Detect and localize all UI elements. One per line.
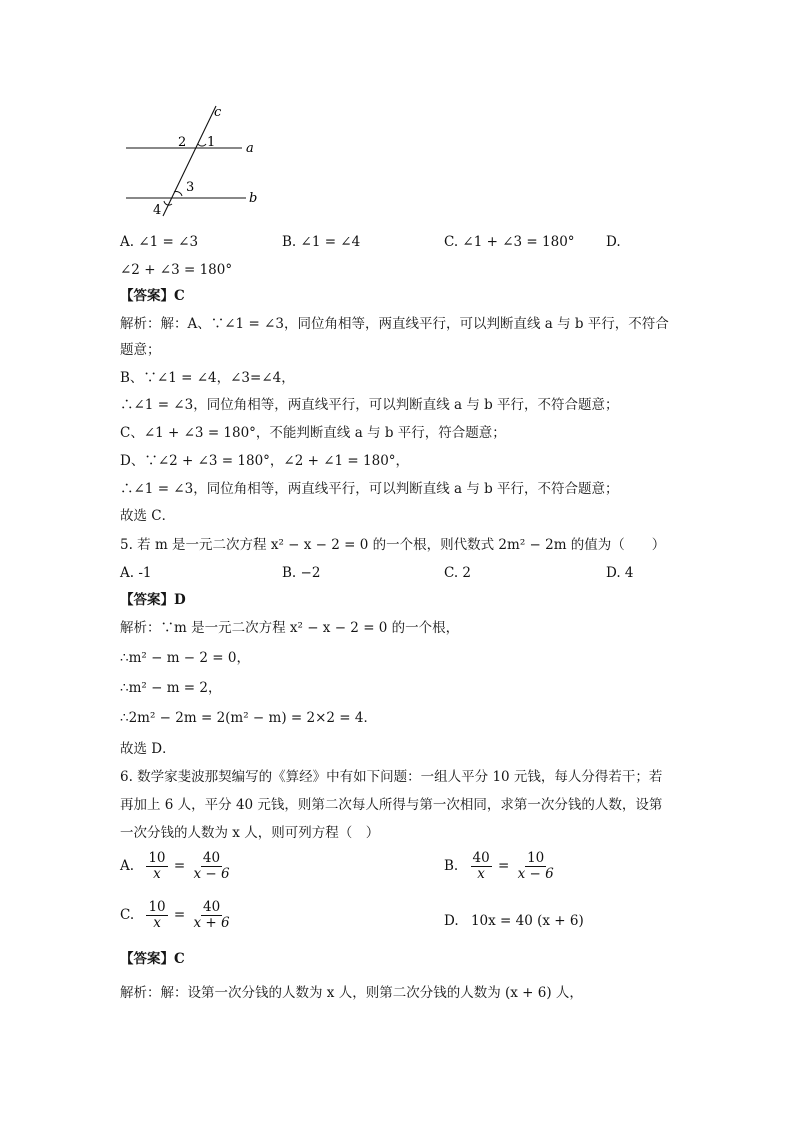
label-angle-4: 4 — [153, 203, 162, 218]
q5-option-b: B. −2 — [282, 565, 321, 581]
q5-line-2: ∴m² − m − 2 = 0， — [120, 650, 250, 666]
q6-option-a-letter: A. — [120, 858, 135, 874]
q6-a-left-den: x — [153, 866, 161, 882]
label-angle-3: 3 — [186, 180, 195, 195]
q4-line-6: D、∵∠2 + ∠3 = 180°，∠2 + ∠1 = 180°， — [120, 453, 410, 469]
q6-option-b-right-fraction — [516, 851, 556, 882]
q6-option-a-right-fraction — [191, 851, 231, 882]
q6-a-right-num: 40 — [202, 850, 221, 866]
q4-option-a: A. ∠1 = ∠3 — [120, 234, 199, 250]
label-a: a — [246, 141, 254, 156]
q6-option-c: C. $\frac{10}{x}$ = $\frac{40}{x + 6}$ — [120, 899, 230, 931]
label-b: b — [249, 191, 258, 206]
q6-stem-line-2: 再加上 6 人，平分 40 元钱，则第二次每人所得与第一次相同，求第一次分钱的人数，设第 — [120, 797, 663, 813]
label-c: c — [214, 105, 222, 120]
q6-option-a-left-fraction — [146, 851, 167, 882]
q6-c-left-num: 10 — [148, 899, 166, 915]
q5-option-d: D. 4 — [606, 565, 634, 581]
q5-conclusion: 故选 D． — [120, 741, 176, 757]
q4-line-4: ∴∠1 = ∠3，同位角相等，两直线平行，可以判断直线 a 与 b 平行，不符合题意； — [120, 397, 619, 413]
q6-option-c-letter: C. — [120, 907, 135, 923]
q4-line-5: C、∠1 + ∠3 = 180°，不能判断直线 a 与 b 平行，符合题意； — [120, 425, 506, 441]
q4-option-d-cont: ∠2 + ∠3 = 180° — [120, 262, 233, 278]
q6-option-d — [444, 912, 584, 930]
q4-line-7: ∴∠1 = ∠3，同位角相等，两直线平行，可以判断直线 a 与 b 平行，不符合题意； — [120, 481, 619, 497]
q6-option-b: B. $\frac{40}{x}$ = $\frac{10}{x - 6}$ — [444, 850, 554, 882]
angle-arc-3 — [174, 192, 182, 196]
q6-option-d-letter: D. — [444, 913, 459, 929]
q5-answer: 【答案】D — [120, 592, 186, 608]
q5-option-c: C. 2 — [444, 565, 472, 581]
label-angle-2: 2 — [178, 135, 187, 150]
q6-c-right-den: x + 6 — [193, 915, 230, 931]
q4-conclusion: 故选 C． — [120, 508, 176, 524]
q6-option-c-left-fraction — [146, 900, 167, 931]
q6-option-b-left-fraction — [471, 851, 492, 882]
q6-a-left-num: 10 — [148, 850, 166, 866]
angle-arc-1 — [198, 144, 206, 146]
q5-option-a: A. -1 — [120, 565, 152, 581]
q5-stem: 5. 若 m 是一元二次方程 x² − x − 2 = 0 的一个根，则代数式 2m² − 2m 的值为（ ） — [120, 537, 666, 553]
q4-option-c: C. ∠1 + ∠3 = 180° — [444, 234, 575, 250]
q6-option-d-equation: 10x = 40 (x + 6) — [470, 913, 584, 929]
q4-line-2: 题意； — [120, 342, 161, 358]
q6-b-right-den: x − 6 — [517, 866, 554, 882]
q5-line-4: ∴2m² − 2m = 2(m² − m) = 2×2 = 4． — [120, 710, 377, 726]
q6-a-right-den: x − 6 — [193, 866, 230, 882]
parallel-lines-figure — [118, 98, 278, 222]
q6-c-right-num: 40 — [202, 899, 221, 915]
q5-line-3: ∴m² − m = 2， — [120, 680, 222, 696]
q6-b-right-num: 10 — [527, 850, 545, 866]
q4-option-b: B. ∠1 = ∠4 — [282, 234, 361, 250]
q4-option-d: D. — [606, 234, 621, 250]
q4-line-3: B、∵∠1 = ∠4，∠3=∠4， — [120, 370, 295, 386]
q4-answer: 【答案】C — [120, 288, 185, 304]
q4-line-1: 解析：解：A、∵∠1 = ∠3，同位角相等，两直线平行，可以判断直线 a 与 b 平行，不符合 — [120, 316, 669, 332]
q6-option-a: A. $\frac{10}{x}$ = $\frac{40}{x - 6}$ — [120, 850, 230, 882]
q6-answer: 【答案】C — [120, 951, 185, 967]
q6-option-b-letter: B. — [444, 858, 459, 874]
q5-line-1: 解析：∵m 是一元二次方程 x² − x − 2 = 0 的一个根， — [120, 620, 460, 636]
q6-stem-line-1: 6. 数学家斐波那契编写的《算经》中有如下问题：一组人平分 10 元钱，每人分得若干；若 — [120, 769, 663, 785]
q6-stem-line-3: 一次分钱的人数为 x 人，则可列方程（ ） — [120, 825, 380, 841]
q6-line-1: 解析：解：设第一次分钱的人数为 x 人，则第二次分钱的人数为 (x + 6) 人， — [120, 985, 583, 1001]
q6-b-left-den: x — [477, 866, 485, 882]
q6-b-left-num: 40 — [472, 850, 490, 866]
q6-c-left-den: x — [153, 915, 161, 931]
q6-option-c-right-fraction — [192, 900, 232, 931]
label-angle-1: 1 — [207, 135, 216, 150]
line-c — [163, 106, 216, 216]
